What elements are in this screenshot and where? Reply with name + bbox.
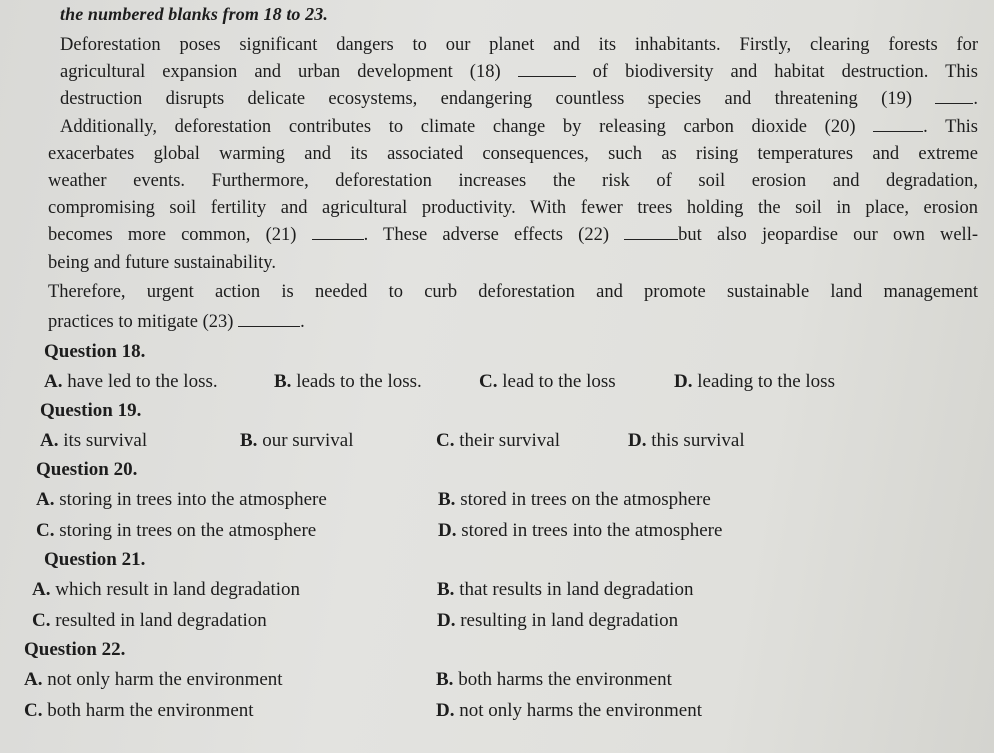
- question-title: Question 18.: [44, 341, 146, 362]
- passage-line: Additionally, deforestation contributes to climate change by releasing carbon dioxide (20) . This: [60, 116, 978, 137]
- option-b[interactable]: B. our survival: [240, 430, 354, 451]
- question-title: Question 19.: [40, 400, 142, 421]
- reading-passage: [48, 32, 978, 336]
- passage-line: being and future sustainability.: [48, 252, 276, 273]
- option-row: [32, 574, 964, 605]
- option-d[interactable]: D. this survival: [628, 430, 745, 451]
- option-c[interactable]: C. resulted in land degradation: [32, 610, 267, 631]
- option-b[interactable]: B. stored in trees on the atmosphere: [438, 489, 711, 510]
- option-c[interactable]: C. storing in trees on the atmosphere: [36, 520, 317, 541]
- passage-line: practices to mitigate (23) .: [48, 312, 305, 333]
- blank-23: [238, 312, 300, 327]
- passage-line: destruction disrupts delicate ecosystems, endangering countless species and threatening (19) .: [60, 89, 978, 110]
- blank-18: [518, 62, 576, 77]
- passage-line: exacerbates global warming and its associated consequences, such as rising temperatures and extreme: [48, 143, 978, 164]
- option-a[interactable]: A. storing in trees into the atmosphere: [36, 489, 327, 510]
- question-title: Question 20.: [36, 459, 138, 480]
- question-22: [24, 636, 964, 726]
- option-d[interactable]: D. not only harms the environment: [436, 700, 702, 721]
- option-row: [36, 484, 964, 515]
- option-row: [36, 515, 964, 546]
- option-row: [40, 425, 964, 456]
- option-row: [24, 664, 964, 695]
- blank-22: [624, 225, 678, 240]
- instruction-heading: the numbered blanks from 18 to 23.: [60, 4, 328, 24]
- option-a[interactable]: A. not only harm the environment: [24, 669, 283, 690]
- passage-line: agricultural expansion and urban development (18) of biodiversity and habitat destruction. This: [60, 62, 978, 83]
- option-a[interactable]: A. which result in land degradation: [32, 579, 301, 600]
- passage-line: compromising soil fertility and agricultural productivity. With fewer trees holding the soil in place, erosion: [48, 198, 978, 219]
- option-d[interactable]: D. stored in trees into the atmosphere: [438, 520, 723, 541]
- question-21: [24, 546, 964, 636]
- option-b[interactable]: B. both harms the environment: [436, 669, 672, 690]
- option-b[interactable]: B. leads to the loss.: [274, 371, 422, 392]
- option-d[interactable]: D. resulting in land degradation: [437, 610, 679, 631]
- question-19: [24, 397, 964, 456]
- passage-line: weather events. Furthermore, deforestation increases the risk of soil erosion and degradation,: [48, 171, 978, 192]
- question-18: [24, 338, 964, 397]
- blank-20: [873, 117, 923, 132]
- option-row: [44, 366, 964, 397]
- passage-line: Therefore, urgent action is needed to curb deforestation and promote sustainable land management: [48, 281, 978, 302]
- option-d[interactable]: D. leading to the loss: [674, 371, 835, 392]
- blank-21: [312, 225, 364, 240]
- option-a[interactable]: A. its survival: [40, 430, 148, 451]
- option-c[interactable]: C. their survival: [436, 430, 561, 451]
- question-title: Question 21.: [44, 549, 146, 570]
- option-b[interactable]: B. that results in land degradation: [437, 579, 694, 600]
- question-20: [24, 456, 964, 546]
- option-row: [24, 695, 964, 726]
- option-row: [32, 605, 964, 636]
- option-a[interactable]: A. have led to the loss.: [44, 371, 218, 392]
- question-list: [24, 338, 964, 726]
- passage-line: Deforestation poses significant dangers to our planet and its inhabitants. Firstly, clearing forests for: [60, 35, 978, 55]
- question-title: Question 22.: [24, 639, 126, 660]
- option-c[interactable]: C. both harm the environment: [24, 700, 254, 721]
- passage-line: becomes more common, (21) . These adverse effects (22) but also jeopardise our own well-: [48, 225, 978, 246]
- blank-19: [935, 89, 973, 104]
- option-c[interactable]: C. lead to the loss: [479, 371, 616, 392]
